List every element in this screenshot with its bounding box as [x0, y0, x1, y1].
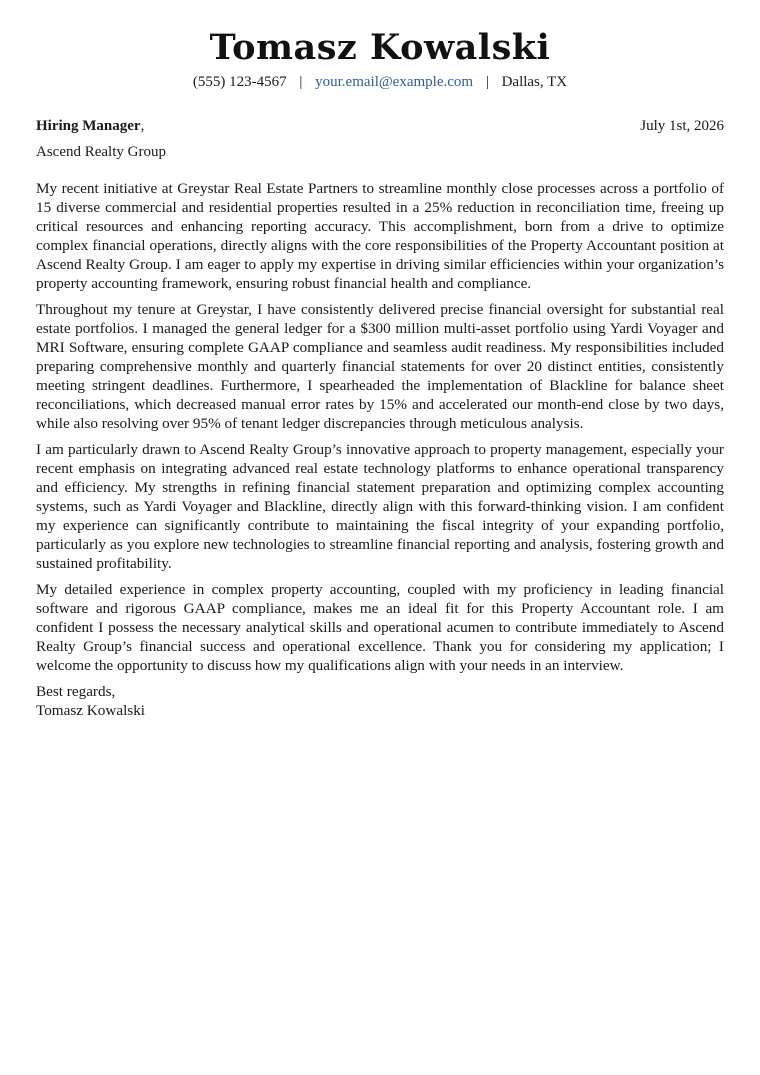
contact-line — [36, 72, 724, 92]
recipient-line — [36, 116, 144, 136]
recipient-company: Ascend Realty Group — [36, 144, 166, 160]
body-paragraph: I am particularly drawn to Ascend Realty Group’s innovative approach to property management, especially your recent emphasis on integrating advanced real estate technology platforms to enhance operational transparency and efficiency. My strengths in refining financial statement preparation and optimizing complex accounting systems, such as Yardi Voyager and Blackline, directly align with this forward-thinking vision. I am confident my experience can significantly contribute to maintaining the fiscal integrity of your expanding portfolio, particularly as you explore new technologies to streamline financial reporting and analysis, fostering growth and sustained profitability. — [36, 441, 724, 572]
recipient-title: Hiring Manager — [36, 118, 141, 134]
applicant-name: Tomasz Kowalski — [209, 27, 551, 68]
body-paragraph: My detailed experience in complex property accounting, coupled with my proficiency in leading financial software and rigorous GAAP compliance, makes me an ideal fit for this Property Accountant role. I am confident I possess the necessary analytical skills and operational acumen to contribute immediately to Ascend Realty Group’s financial success and operational excellence. Thank you for considering my application; I welcome the opportunity to discuss how my qualifications align with your needs in an interview. — [36, 581, 724, 674]
closing-block — [36, 682, 724, 720]
letter-body — [36, 179, 724, 675]
location: Dallas, TX — [501, 74, 568, 90]
email-link[interactable]: your.email@example.com — [315, 74, 474, 90]
recipient-title-comma: , — [140, 118, 145, 134]
closing-salutation: Best regards, — [36, 683, 116, 700]
body-paragraph: Throughout my tenure at Greystar, I have consistently delivered precise financial oversight for substantial real estate portfolios. I managed the general ledger for a $300 million multi-asset portfolio using Yardi Voyager and MRI Software, ensuring complete GAAP compliance and seamless audit readiness. My responsibilities included preparing comprehensive monthly and quarterly financial statements for over 20 distinct entities, consistently meeting stringent deadlines. Furthermore, I spearheaded the implementation of Blackline for balance sheet reconciliations, which decreased manual error rates by 15% and accelerated our month-end close by two days, while also resolving over 95% of tenant ledger discrepancies through meticulous analysis. — [36, 301, 724, 432]
signature-name: Tomasz Kowalski — [36, 702, 146, 719]
contact-separator: | — [299, 74, 303, 90]
body-paragraph: My recent initiative at Greystar Real Estate Partners to streamline monthly close processes across a portfolio of 15 diverse commercial and residential properties resulted in a 25% reduction in reconciliation time, freeing up critical resources and enhancing reporting accuracy. This accomplishment, born from a drive to optimize complex financial operations, directly aligns with the core responsibilities of the Property Accountant position at Ascend Realty Group. I am eager to apply my expertise in driving similar efficiencies within your organization’s property accounting framework, ensuring robust financial health and compliance. — [36, 180, 724, 292]
contact-separator: | — [485, 74, 489, 90]
recipient-date-row — [36, 116, 724, 136]
letter-date: July 1st, 2026 — [640, 118, 724, 134]
phone-number: (555) 123-4567 — [192, 74, 287, 90]
